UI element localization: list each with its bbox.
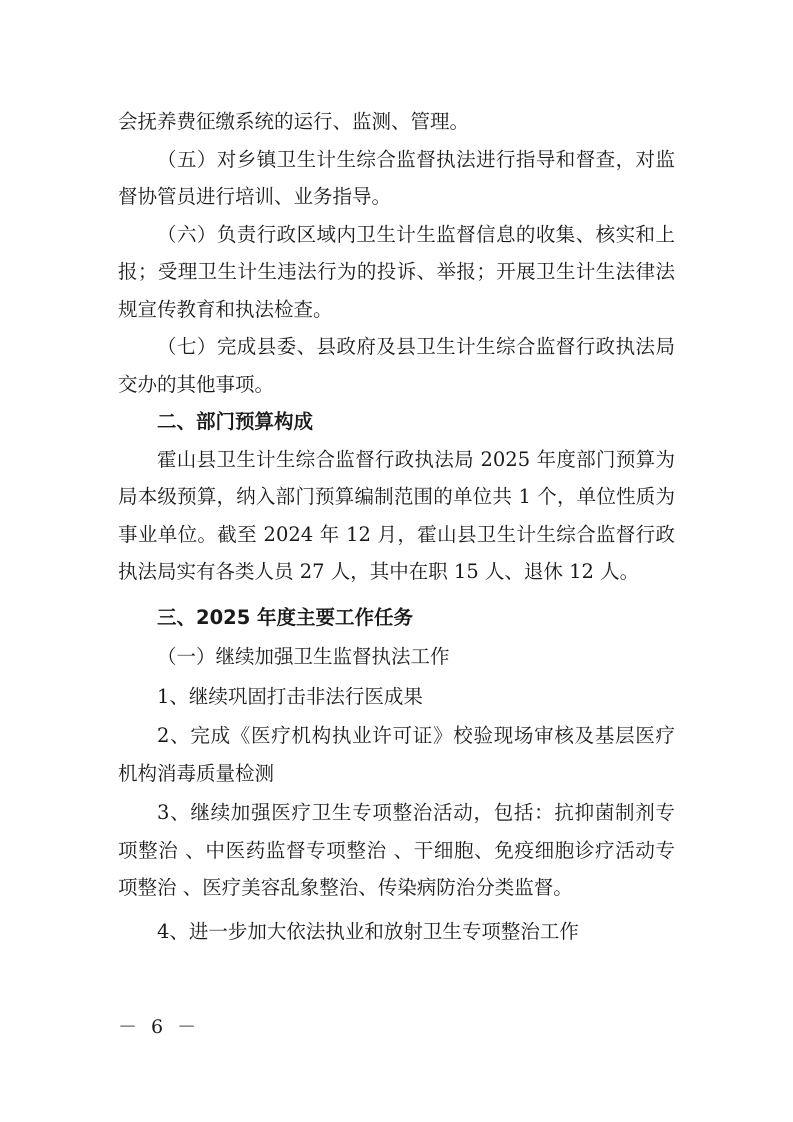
paragraph-item-6: （六）负责行政区域内卫生计生监督信息的收集、核实和上报；受理卫生计生违法行为的投诉、举报；开展卫生计生法律法规宣传教育和执法检查。 [118, 222, 675, 321]
document-body [118, 103, 675, 950]
paragraph-item-7: （七）完成县委、县政府及县卫生计生综合监督行政执法局交办的其他事项。 [118, 335, 675, 396]
paragraph-continuation: 会抚养费征缴系统的运行、监测、管理。 [118, 110, 470, 133]
paragraph-item-5: （五）对乡镇卫生计生综合监督执法进行指导和督查，对监督协管员进行培训、业务指导。 [118, 147, 675, 208]
subheading-supervision-enforcement: （一）继续加强卫生监督执法工作 [157, 645, 450, 668]
task-item-3: 3、继续加强医疗卫生专项整治活动，包括：抗抑菌制剂专项整治 、中医药监督专项整治 、干细胞、免疫细胞诊疗活动专项整治 、医疗美容乱象整治、传染病防治分类监督。 [118, 801, 675, 899]
section-heading-main-tasks: 三、2025 年度主要工作任务 [157, 605, 414, 629]
section-heading-budget-composition: 二、部门预算构成 [157, 410, 314, 433]
task-item-1: 1、继续巩固打击非法行医成果 [157, 684, 423, 708]
paragraph-budget-composition: 霍山县卫生计生综合监督行政执法局 2025 年度部门预算为局本级预算，纳入部门预算编制范围的单位共 1 个，单位性质为事业单位。截至 2024 年 12 月，霍山县卫生计生综合监督行政执法局实有各类人员 27 人，其中在职 15 人、退休 12 人。 [118, 447, 675, 583]
task-item-2: 2、完成《医疗机构执业许可证》校验现场审核及基层医疗机构消毒质量检测 [118, 724, 675, 785]
page-number: － 6 － [118, 1016, 201, 1038]
task-item-4: 4、进一步加大依法执业和放射卫生专项整治工作 [157, 919, 579, 943]
